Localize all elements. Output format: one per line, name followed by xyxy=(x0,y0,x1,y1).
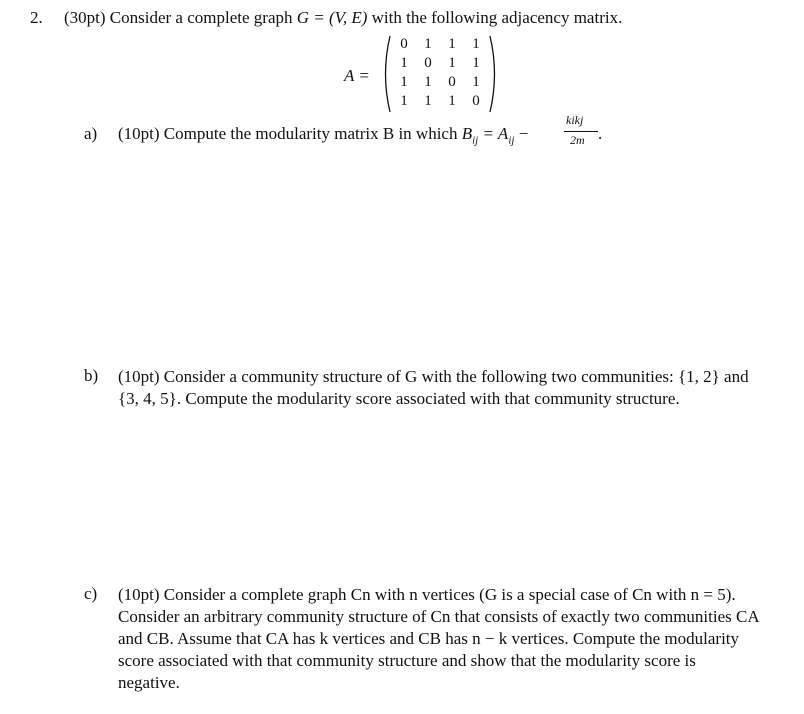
fraction-denominator: 2m xyxy=(570,133,585,147)
matrix-cell: 1 xyxy=(424,93,432,109)
problem-text-b: with the following adjacency matrix. xyxy=(371,8,623,27)
matrix-cell: 1 xyxy=(424,74,432,90)
graph-definition: G = (V, E) xyxy=(296,8,368,27)
part-c-label: c) xyxy=(84,584,98,603)
formula-a-subscript: ij xyxy=(508,134,515,147)
matrix-label: A = xyxy=(344,66,370,85)
matrix-row xyxy=(392,54,488,73)
matrix-cell: 0 xyxy=(448,74,456,90)
matrix-cell: 1 xyxy=(448,55,456,71)
matrix-cell: 0 xyxy=(424,55,432,71)
matrix-cell: 1 xyxy=(400,93,408,109)
matrix-cell: 1 xyxy=(472,36,480,52)
formula-period: . xyxy=(598,124,603,143)
part-c-line-3: and CB. Assume that CA has k vertices and CB has n − k vertices. Compute the modularity xyxy=(118,629,740,648)
formula-b: B xyxy=(461,124,473,143)
problem-text-a: Consider a complete graph xyxy=(109,8,293,27)
matrix-cell: 0 xyxy=(400,36,408,52)
matrix-left-paren xyxy=(380,34,392,114)
part-c-line-2: Consider an arbitrary community structure of Cn that consists of exactly two communities CA xyxy=(118,607,760,626)
formula-b-subscript: ij xyxy=(472,134,479,147)
part-a-text: Compute the modularity matrix B in which xyxy=(163,124,458,143)
part-c-points: (10pt) xyxy=(118,585,160,604)
part-c-line-5: negative. xyxy=(118,673,180,692)
matrix-row xyxy=(392,92,488,111)
part-a-statement xyxy=(118,124,528,146)
problem-statement xyxy=(64,8,622,28)
matrix-row xyxy=(392,73,488,92)
part-b-points: (10pt) xyxy=(118,367,160,386)
part-b-text-1: Consider a community structure of G with the following two communities: {1, 2} and xyxy=(163,367,749,386)
part-b-label: b) xyxy=(84,366,99,385)
formula-minus: − xyxy=(514,124,529,143)
part-c-text-1: Consider a complete graph Cn with n vertices (G is a special case of Cn with n = 5). xyxy=(163,585,736,604)
matrix-cell: 1 xyxy=(448,36,456,52)
fraction-numerator: kikj xyxy=(566,113,584,127)
matrix-cell: 1 xyxy=(472,55,480,71)
matrix-cell: 1 xyxy=(472,74,480,90)
matrix-cell: 0 xyxy=(472,93,480,109)
part-c-line-4: score associated with that community structure and show that the modularity score is xyxy=(118,651,696,670)
matrix-cell: 1 xyxy=(400,55,408,71)
problem-number: 2. xyxy=(30,8,43,27)
matrix-row xyxy=(392,35,488,54)
matrix-right-paren xyxy=(488,34,500,114)
problem-points: (30pt) xyxy=(64,8,106,27)
part-a-points: (10pt) xyxy=(118,124,160,143)
fraction-bar xyxy=(564,131,598,132)
matrix-cell: 1 xyxy=(400,74,408,90)
matrix-cell: 1 xyxy=(448,93,456,109)
formula-eq-a: = A xyxy=(478,124,509,143)
part-c-line-1 xyxy=(118,584,736,606)
part-b-line-2: {3, 4, 5}. Compute the modularity score associated with that community structure. xyxy=(118,389,680,408)
part-b-line-1 xyxy=(118,366,749,388)
matrix-cell: 1 xyxy=(424,36,432,52)
adjacency-matrix xyxy=(392,35,488,111)
part-a-label: a) xyxy=(84,124,98,143)
